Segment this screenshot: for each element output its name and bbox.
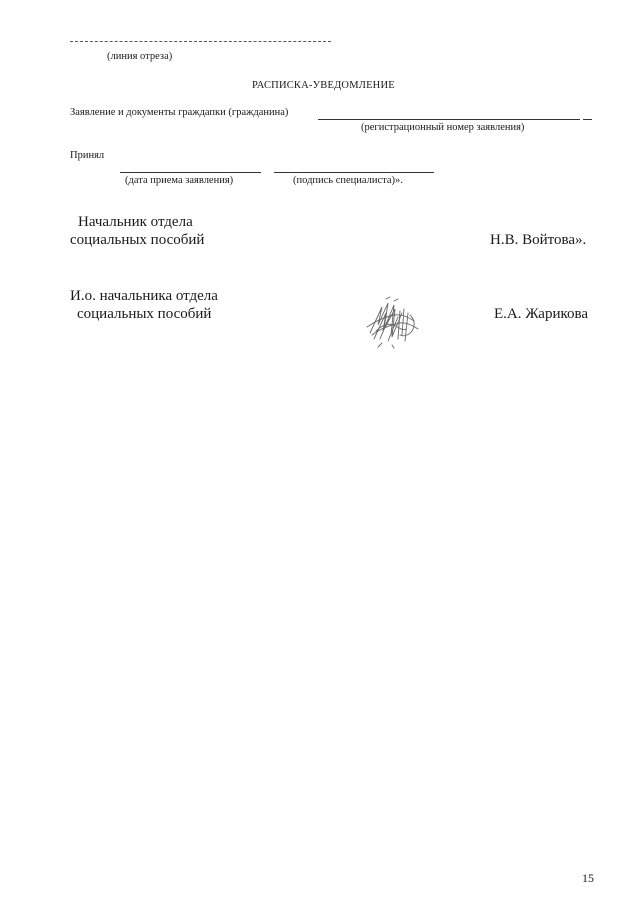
page-number: 15 bbox=[582, 871, 594, 885]
signatory1-name: Н.В. Войтова». bbox=[490, 232, 587, 248]
reg-number-caption: (регистрационный номер заявления) bbox=[361, 122, 525, 133]
signatory2-position-line1: И.о. начальника отдела bbox=[70, 288, 218, 304]
accepted-label: Принял bbox=[70, 150, 105, 161]
specialist-signature-line bbox=[274, 172, 434, 173]
reg-number-field-line-tail bbox=[583, 119, 592, 120]
handwritten-signature bbox=[364, 295, 422, 349]
cut-line-label: (линия отреза) bbox=[107, 51, 173, 62]
receipt-title: РАСПИСКА-УВЕДОМЛЕНИЕ bbox=[252, 80, 395, 91]
signatory1-position-line1: Начальник отдела bbox=[78, 214, 193, 230]
signatory1-position-line2: социальных пособий bbox=[70, 232, 205, 248]
signatory2-position-line2: социальных пособий bbox=[77, 306, 212, 322]
specialist-signature-caption: (подпись специалиста)». bbox=[293, 175, 403, 186]
accept-date-line bbox=[120, 172, 261, 173]
reg-number-field-line bbox=[318, 119, 580, 120]
signatory2-name: Е.А. Жарикова bbox=[494, 306, 589, 322]
cut-line bbox=[70, 41, 331, 42]
statement-prefix: Заявление и документы граждапки (гражданина) bbox=[70, 107, 289, 118]
accept-date-caption: (дата приема заявления) bbox=[125, 175, 234, 186]
